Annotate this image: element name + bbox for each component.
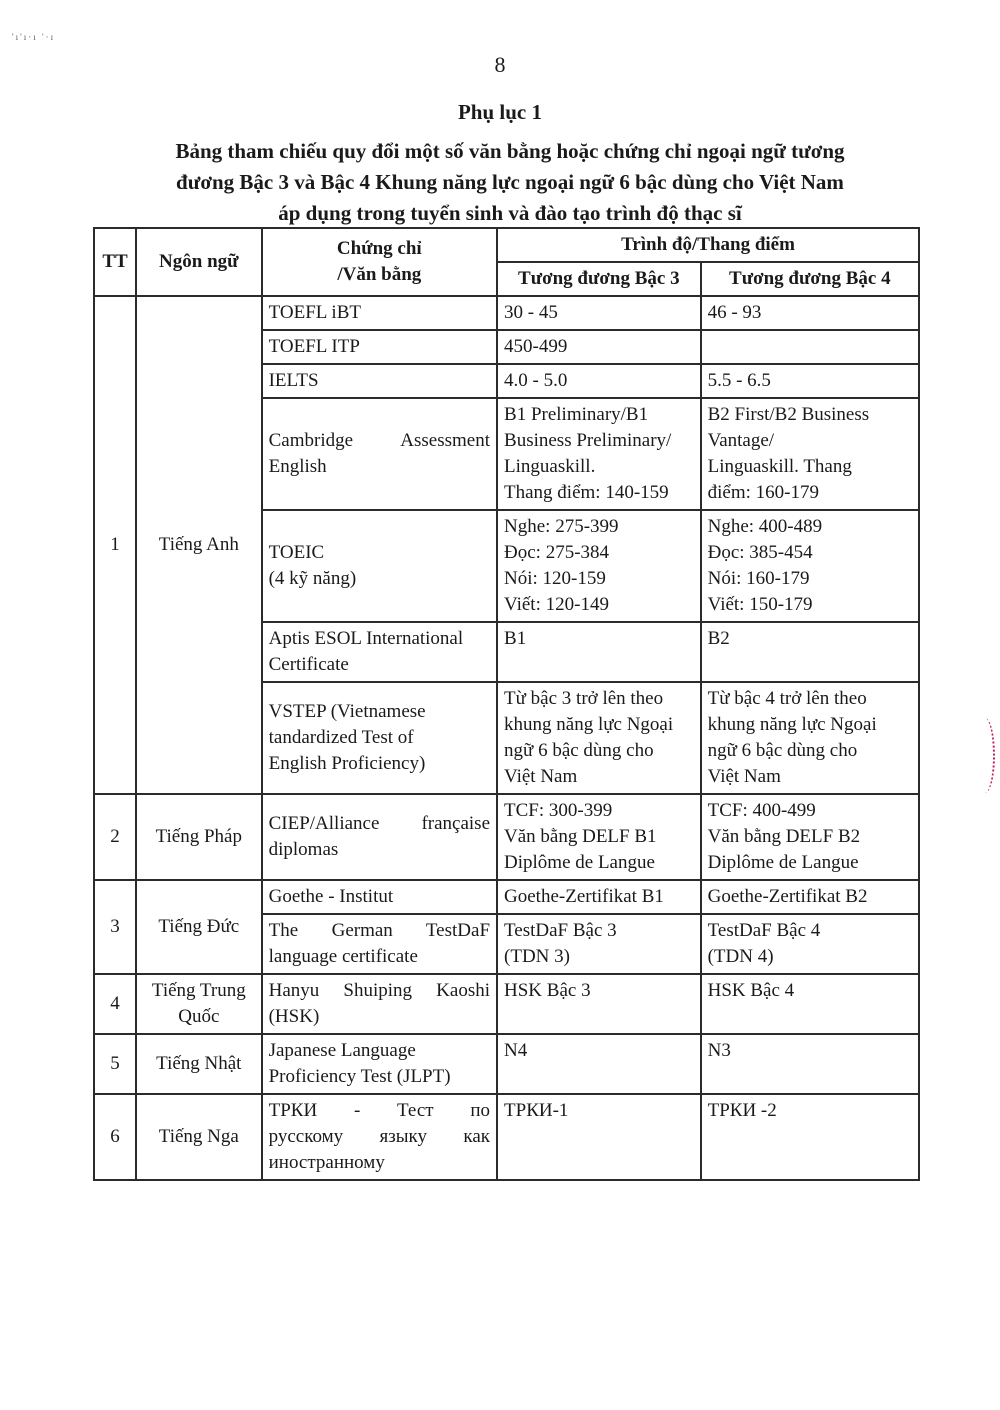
cell-level4 [701,296,919,330]
cell-language: Tiếng Đức [136,880,262,974]
cell-line: ТРКИ-1 [504,1100,569,1121]
cell-line: B1 Preliminary/B1 [504,404,649,425]
cell-line: 5.5 - 6.5 [707,370,771,391]
cell-level4 [701,914,919,974]
cell-line: B1 [504,628,527,649]
cell-line: (4 kỹ năng) [268,568,357,589]
cell-line: TOEFL ITP [268,336,360,357]
cell-certificate [262,364,497,398]
cell-tt: 3 [94,880,136,974]
cell-line: Hanyu Shuiping Kaoshi [268,980,491,1001]
cell-line: B2 First/B2 Business [707,404,870,425]
cell-tt: 1 [94,296,136,794]
header-certificate [262,228,497,296]
cell-level4 [701,880,919,914]
cell-line: Việt Nam [504,766,578,787]
table-row [94,974,919,1034]
cell-line: Vantage/ [707,430,775,451]
cell-line: Linguaskill. Thang [707,456,852,477]
cell-line: Văn bằng DELF B1 [504,826,657,847]
cell-line: Đọc: 275-384 [504,542,610,563]
cell-language: Tiếng Nhật [136,1034,262,1094]
header-level4: Tương đương Bậc 4 [701,262,919,296]
cell-line: N3 [707,1040,731,1061]
cell-line: English Proficiency) [268,753,426,774]
cell-line: TCF: 300-399 [504,800,613,821]
cell-line: Đọc: 385-454 [707,542,813,563]
table-body [94,296,919,1180]
cell-level3 [497,974,701,1034]
cell-line: Certificate [268,654,349,675]
cell-line: русскому языку как [268,1126,491,1147]
cell-level4 [701,794,919,880]
cell-line: Từ bậc 4 trở lên theo [707,688,867,709]
cell-level3 [497,330,701,364]
scan-artifact-marks: 'ı'ı·ı '·ı [12,32,56,42]
cell-certificate [262,682,497,794]
cell-line: ТРКИ -2 [707,1100,777,1121]
cell-line: Văn bằng DELF B2 [707,826,861,847]
cell-level3 [497,296,701,330]
cell-line: Aptis ESOL International [268,628,464,649]
cell-line: Goethe-Zertifikat B2 [707,886,868,907]
cell-language: Tiếng Trung Quốc [136,974,262,1034]
cell-certificate [262,1034,497,1094]
cell-language: Tiếng Pháp [136,794,262,880]
caption-line: áp dụng trong tuyển sinh và đào tạo trình độ thạc sĩ [278,201,742,225]
cell-line: khung năng lực Ngoại [707,714,877,735]
cell-line: Goethe-Zertifikat B1 [504,886,664,907]
cell-line: TOEFL iBT [268,302,361,323]
cell-level3 [497,622,701,682]
cell-line: TestDaF Bậc 3 [504,920,617,941]
cell-line: ТРКИ - Тест по [268,1100,491,1121]
cell-level3 [497,510,701,622]
cell-line: điểm: 160-179 [707,482,819,503]
cell-level3 [497,364,701,398]
cell-line: (TDN 3) [504,946,570,967]
cell-line: The German TestDaF [268,920,491,941]
cell-level4 [701,622,919,682]
cell-line: TCF: 400-499 [707,800,816,821]
cell-level3 [497,682,701,794]
cell-line: English [268,456,327,477]
cell-line: Diplôme de Langue [504,852,655,873]
cell-level4 [701,1034,919,1094]
cell-line: HSK Bậc 4 [707,980,795,1001]
cell-tt: 6 [94,1094,136,1180]
cell-language: Tiếng Anh [136,296,262,794]
cell-line: language certificate [268,946,418,967]
header-row [94,228,919,262]
cell-line: Nghe: 275-399 [504,516,619,537]
cell-certificate [262,914,497,974]
cell-line: Goethe - Institut [268,886,394,907]
cell-line: Linguaskill. [504,456,596,477]
header-tt: TT [94,228,136,296]
cell-line: TestDaF Bậc 4 [707,920,821,941]
table-row [94,794,919,880]
table-row [94,880,919,914]
cell-line: (TDN 4) [707,946,774,967]
cell-level3 [497,398,701,510]
cell-line: (HSK) [268,1006,320,1027]
cell-line: diplomas [268,839,339,860]
table-row [94,1034,919,1094]
header-level3: Tương đương Bậc 3 [497,262,701,296]
language-equivalence-table [93,227,920,1181]
cell-level4 [701,510,919,622]
cell-line: 450-499 [504,336,568,357]
cell-certificate [262,296,497,330]
cell-line: ngữ 6 bậc dùng cho [707,740,858,761]
cell-level4 [701,1094,919,1180]
cell-certificate [262,398,497,510]
cell-language: Tiếng Nga [136,1094,262,1180]
cell-line: VSTEP (Vietnamese [268,701,426,722]
table-row [94,1094,919,1180]
cell-line: Proficiency Test (JLPT) [268,1066,451,1087]
cell-level4 [701,682,919,794]
header-level-group: Trình độ/Thang điểm [497,228,919,262]
caption-line: đương Bậc 3 và Bậc 4 Khung năng lực ngoại ngữ 6 bậc dùng cho Việt Nam [176,170,844,194]
header-certificate-line: /Văn bằng [337,264,422,285]
cell-line: Thang điểm: 140-159 [504,482,669,503]
caption-line: Bảng tham chiếu quy đổi một số văn bằng hoặc chứng chỉ ngoại ngữ tương [175,139,845,163]
cell-line: иностранному [268,1152,385,1173]
cell-level3 [497,794,701,880]
appendix-title: Phụ lục 1 [457,100,543,124]
cell-line: Business Preliminary/ [504,430,672,451]
cell-line: CIEP/Alliance française [268,813,491,834]
cell-line: Nghe: 400-489 [707,516,823,537]
cell-certificate [262,622,497,682]
header-language: Ngôn ngữ [136,228,262,296]
cell-certificate [262,794,497,880]
cell-line: Nói: 120-159 [504,568,606,589]
cell-tt: 2 [94,794,136,880]
cell-line: N4 [504,1040,528,1061]
cell-line: khung năng lực Ngoại [504,714,674,735]
cell-level3 [497,914,701,974]
cell-line: IELTS [268,370,319,391]
cell-line [708,334,912,360]
cell-level3 [497,1094,701,1180]
cell-line: Từ bậc 3 trở lên theo [504,688,664,709]
cell-certificate [262,510,497,622]
cell-certificate [262,1094,497,1180]
cell-tt: 5 [94,1034,136,1094]
table-row [94,296,919,330]
cell-line: Japanese Language [268,1040,416,1061]
cell-line: Diplôme de Langue [707,852,859,873]
cell-line: ngữ 6 bậc dùng cho [504,740,654,761]
cell-level4 [701,974,919,1034]
red-pen-mark [975,718,995,793]
cell-certificate [262,974,497,1034]
cell-certificate [262,330,497,364]
table-caption [110,136,910,229]
cell-level3 [497,880,701,914]
cell-line: tandardized Test of [268,727,414,748]
cell-level3 [497,1034,701,1094]
cell-line: Cambridge Assessment [268,430,491,451]
cell-line: B2 [707,628,730,649]
cell-line: 30 - 45 [504,302,558,323]
header-certificate-line: Chứng chỉ [336,238,422,259]
cell-line: Nói: 160-179 [707,568,810,589]
cell-line: Viết: 120-149 [504,594,609,615]
cell-tt: 4 [94,974,136,1034]
cell-level4 [701,364,919,398]
cell-line: Viết: 150-179 [707,594,813,615]
cell-level4 [701,330,919,364]
page-number: 8 [494,52,506,77]
cell-level4 [701,398,919,510]
cell-line: 4.0 - 5.0 [504,370,568,391]
cell-certificate [262,880,497,914]
cell-line: HSK Bậc 3 [504,980,591,1001]
cell-line: 46 - 93 [707,302,762,323]
cell-line: Việt Nam [707,766,781,787]
cell-line: TOEIC [268,542,325,563]
